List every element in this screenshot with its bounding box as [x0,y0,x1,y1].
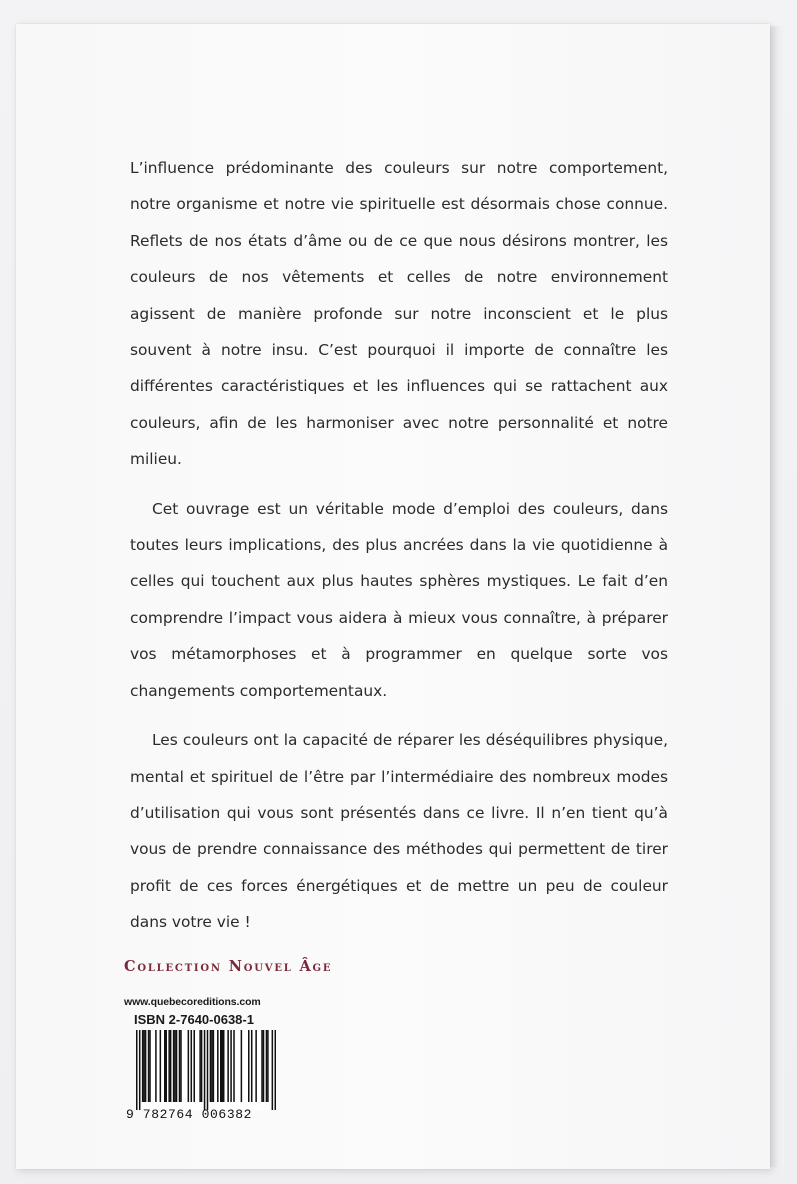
collection-title: Collection Nouvel Âge [124,958,333,975]
barcode-guard-bar [275,1030,276,1110]
barcode-bar [267,1030,269,1102]
barcode-bar [213,1030,215,1102]
book-spine-edge [770,26,784,1167]
barcode-guard-bar [204,1030,206,1110]
barcode-guard-bar [272,1030,274,1110]
barcode-bar [199,1030,201,1102]
barcode-bar [221,1030,223,1102]
barcode-bar [266,1030,268,1102]
barcode-bar [148,1030,150,1102]
barcode-bar [180,1030,182,1102]
blurb-paragraph-1: L’influence prédominante des couleurs sur notre comportement, notre organisme et notre vie spirituelle est désormais chose connue. Reflets de nos états d’âme ou de ce que nous désirons montrer, les couleurs de nos vêtements et celles de notre environnement agissent de manière profonde sur notre inconscient et le plus souvent à notre insu. C’est pourquoi il importe de connaître les différentes caractéristiques et les influences qui se rattachent aux couleurs, afin de les harmoniser avec notre personnalité et notre milieu. [130,159,668,469]
barcode-bar [241,1030,243,1102]
blurb-paragraph-3: Les couleurs ont la capacité de réparer les déséquilibres physique, mental et spirituel de l’être par l’intermédiaire des nombreux modes d’utilisation qui vous sont présentés dans ce livre. Il n’en tient qu’à vous de prendre connaissance des méthodes qui permettent de tirer profit de ces forces énergétiques et de mettre un peu de couleur dans votre vie ! [130,731,668,932]
barcode-bar [188,1030,190,1102]
barcode-bar [174,1030,176,1102]
barcode-bar [210,1030,212,1102]
barcode-bar [145,1030,147,1102]
barcode-bar [164,1030,166,1102]
barcode-bar [201,1030,203,1102]
barcode-bar [179,1030,181,1102]
barcode-guard-bar [136,1030,138,1110]
barcode-bar [176,1030,178,1102]
barcode-bar [142,1030,144,1102]
barcode-digits: 9 782764 006382 [126,1107,253,1122]
barcode-bar [149,1030,151,1102]
barcode-bar [193,1030,195,1102]
barcode-bar [233,1030,235,1102]
barcode-bar [217,1030,219,1102]
barcode-bar [223,1030,225,1102]
barcode-bar [251,1030,253,1102]
barcode-bar [248,1030,250,1102]
barcode-bar [155,1030,157,1102]
barcode-guard-bar [139,1030,141,1110]
barcode-bar [143,1030,145,1102]
barcode-bar [255,1030,257,1102]
publisher-website: www.quebecoreditions.com [124,996,261,1008]
barcode-bar [263,1030,265,1102]
barcode-bar [165,1030,167,1102]
back-cover-blurb [130,150,668,941]
barcode-bar [230,1030,232,1102]
barcode-bar [211,1030,213,1102]
barcode-bar [191,1030,193,1102]
barcode-bar [160,1030,162,1102]
barcode-bar [261,1030,263,1102]
barcode-bar [227,1030,229,1102]
barcode-bar [220,1030,222,1102]
isbn-label: ISBN 2-7640-0638-1 [134,1012,254,1027]
blurb-paragraph-2: Cet ouvrage est un véritable mode d’emploi des couleurs, dans toutes leurs implications, des plus ancrées dans la vie quotidienne à celles qui touchent aux plus hautes sphères mystiques. Le fait d’en comprendre l’impact vous aidera à mieux vous connaître, à préparer vos métamorphoses et à programmer en quelque sorte vos changements comportementaux. [130,499,668,700]
barcode-guard-bar [207,1030,209,1110]
barcode-graphic [136,1030,276,1110]
barcode-bar [168,1030,170,1102]
barcode-bar [170,1030,172,1102]
barcode-bar [173,1030,175,1102]
barcode-bars [136,1030,276,1110]
